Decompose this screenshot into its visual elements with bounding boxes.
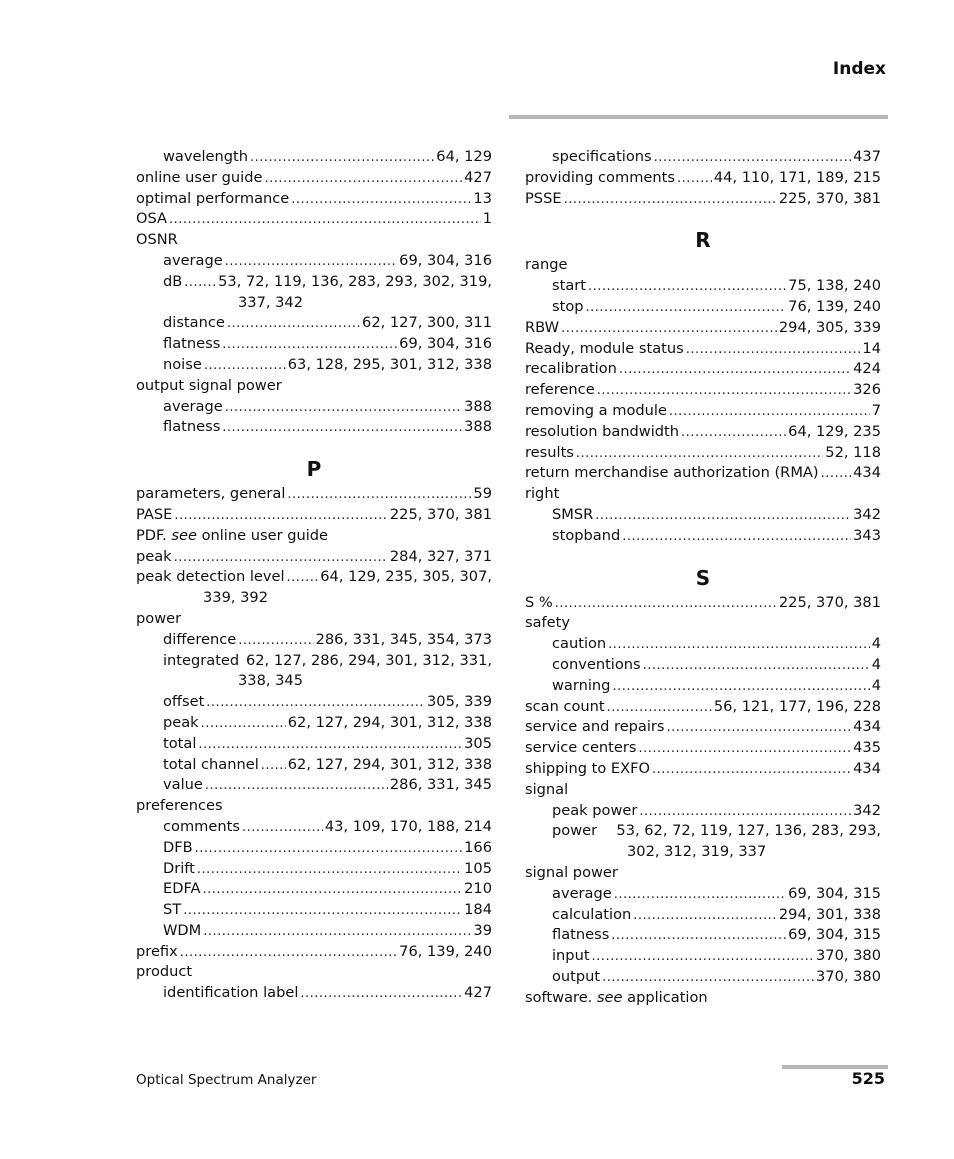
dot-leader [205, 776, 388, 797]
index-entry-term: total [163, 734, 197, 752]
index-entry-pages: 59 [473, 485, 492, 503]
index-entry-pages: 44, 110, 171, 189, 215 [713, 168, 881, 186]
index-subentry [136, 900, 492, 921]
index-entry [525, 738, 881, 759]
index-entry-pages: 434 [853, 759, 881, 777]
header-rule [509, 115, 888, 119]
dot-leader [287, 568, 319, 589]
index-subentry [136, 921, 492, 942]
index-entry-term: Ready, module status [525, 339, 684, 357]
index-column-right [525, 147, 881, 1008]
index-entry [525, 359, 881, 380]
index-entry-term: prefix [136, 942, 178, 960]
dot-leader [638, 739, 851, 760]
index-entry-continuation [136, 671, 492, 692]
index-entry [525, 697, 881, 718]
dot-leader [592, 947, 814, 968]
dot-leader [291, 190, 471, 211]
dot-leader [184, 273, 216, 294]
dot-leader [206, 693, 425, 714]
index-entry-term: S % [525, 593, 553, 611]
index-subentry [525, 925, 881, 946]
index-entry [525, 339, 881, 360]
index-entry [136, 609, 492, 630]
index-subentry [136, 755, 492, 776]
index-entry-term: ST [163, 901, 182, 919]
index-entry-pages: 337, 342 [238, 293, 303, 311]
index-entry-pages: 343 [853, 526, 881, 544]
index-entry-term: average [163, 397, 223, 415]
index-subentry [136, 272, 492, 293]
index-subentry [525, 276, 881, 297]
index-entry-pages: 302, 312, 319, 337 [627, 843, 767, 861]
index-see-target: online user guide [201, 526, 329, 544]
index-entry [525, 988, 881, 1009]
index-letter-heading: P [306, 457, 322, 482]
index-subentry [136, 859, 492, 880]
dot-leader [242, 818, 323, 839]
index-entry [136, 796, 492, 817]
index-entry-pages: 427 [464, 984, 492, 1002]
dot-leader [611, 926, 786, 947]
dot-leader [555, 594, 777, 615]
running-header-title: Index [832, 59, 886, 79]
index-subentry [136, 713, 492, 734]
index-entry-pages: 437 [853, 148, 881, 165]
index-subentry [525, 297, 881, 318]
index-entry-term: calculation [552, 905, 632, 923]
index-subentry [136, 355, 492, 376]
index-entry-pages: 286, 331, 345, 354, 373 [315, 630, 492, 648]
dot-leader [607, 698, 712, 719]
index-entry [136, 189, 492, 210]
index-entry [525, 189, 881, 210]
index-entry-term: DFB [163, 838, 193, 856]
index-entry-pages: 424 [853, 360, 881, 378]
index-entry-pages: 427 [464, 168, 492, 186]
index-entry-term: removing a module [525, 401, 667, 419]
dot-leader [198, 735, 462, 756]
dot-leader [633, 906, 777, 927]
dot-leader [287, 485, 471, 506]
index-entry-term: distance [163, 314, 225, 332]
index-subentry [136, 630, 492, 651]
index-entry-pages: 338, 345 [238, 672, 303, 690]
dot-leader [227, 314, 360, 335]
index-see-reference: see [171, 526, 197, 544]
index-entry-term: conventions [552, 655, 641, 673]
index-entry-term: preferences [136, 797, 223, 815]
index-entry-term: dB [163, 272, 183, 290]
index-entry-term: peak [163, 713, 199, 731]
index-entry-term: results [525, 443, 574, 461]
index-entry-term: noise [163, 355, 202, 373]
index-entry [525, 422, 881, 443]
dot-leader [612, 677, 869, 698]
index-entry-pages: 7 [871, 401, 881, 419]
index-entry [525, 443, 881, 464]
index-entry-term: difference [163, 630, 237, 648]
index-subentry [136, 651, 492, 672]
index-entry-term: shipping to EXFO [525, 759, 651, 777]
index-entry-term: online user guide [136, 168, 263, 186]
index-entry-pages: 166 [464, 838, 492, 856]
index-entry-pages: 388 [464, 418, 492, 436]
index-subentry [136, 775, 492, 796]
dot-leader [180, 943, 397, 964]
index-entry [136, 376, 492, 397]
index-entry-continuation [525, 842, 881, 863]
index-entry-term: OSA [136, 210, 168, 228]
index-entry-term: optimal performance [136, 189, 290, 207]
index-entry-pages: 62, 127, 286, 294, 301, 312, 331, [245, 651, 492, 669]
index-entry [136, 484, 492, 505]
index-entry-pages: 64, 129 [436, 148, 492, 165]
index-subentry [525, 821, 881, 842]
index-entry-pages: 43, 109, 170, 188, 214 [324, 817, 492, 835]
index-entry-term: WDM [163, 921, 202, 939]
dot-leader [238, 631, 313, 652]
index-entry-pages: 210 [464, 880, 492, 898]
index-entry-term: resolution bandwidth [525, 422, 680, 440]
index-entry-pages: 105 [464, 859, 492, 877]
index-entry-pages: 225, 370, 381 [778, 189, 881, 207]
dot-leader [576, 444, 823, 465]
dot-leader [667, 718, 852, 739]
index-entry-term: value [163, 776, 203, 794]
index-entry-term: peak [136, 547, 172, 565]
index-entry-pages: 286, 331, 345 [389, 776, 492, 794]
index-entry-pages: 64, 129, 235, 305, 307, [320, 568, 492, 586]
index-entry-term: total channel [163, 755, 259, 773]
index-entry-pages: 342 [853, 505, 881, 523]
index-entry-term: stop [552, 297, 584, 315]
dot-leader [203, 880, 463, 901]
index-entry-pages: 339, 392 [203, 589, 268, 607]
dot-leader [174, 548, 388, 569]
dot-leader [222, 335, 397, 356]
index-entry-term: offset [163, 693, 205, 711]
index-entry-term: EDFA [163, 880, 201, 898]
index-entry-pages: 342 [853, 801, 881, 819]
dot-leader [669, 402, 870, 423]
index-see-target: application [627, 988, 708, 1006]
index-entry-term: identification label [163, 984, 299, 1002]
index-entry-term: stopband [552, 526, 621, 544]
dot-leader [204, 356, 286, 377]
index-entry-term: output [552, 967, 601, 985]
index-entry-pages: 76, 139, 240 [399, 942, 492, 960]
index-entry-pages: 53, 72, 119, 136, 283, 293, 302, 319, [218, 272, 492, 290]
index-entry-pages: 1 [482, 210, 492, 228]
index-entry-term: input [552, 947, 590, 965]
index-entry-term: PDF. [136, 526, 167, 544]
index-see-reference: see [596, 988, 623, 1006]
page-number: 525 [851, 1069, 885, 1088]
dot-leader [821, 464, 852, 485]
index-entry-term: peak power [552, 801, 638, 819]
index-entry-term: signal power [525, 863, 618, 881]
dot-leader [174, 506, 388, 527]
index-subentry [525, 526, 881, 547]
index-entry [136, 505, 492, 526]
index-entry-term: flatness [163, 335, 221, 353]
index-entry-term: service centers [525, 739, 637, 757]
dot-leader [169, 210, 481, 231]
index-entry-term: signal [525, 780, 569, 798]
index-entry-pages: 14 [862, 339, 881, 357]
dot-leader [588, 277, 786, 298]
index-subentry [136, 313, 492, 334]
index-entry [525, 593, 881, 614]
index-subentry [525, 905, 881, 926]
dot-leader [608, 635, 870, 656]
index-entry [525, 780, 881, 801]
index-entry-pages: 305, 339 [427, 693, 492, 711]
dot-leader [225, 252, 397, 273]
index-entry-pages: 370, 380 [816, 947, 881, 965]
index-entry-pages: 370, 380 [816, 967, 881, 985]
index-entry-term: output signal power [136, 376, 282, 394]
index-subentry [525, 655, 881, 676]
index-column-left [136, 147, 492, 1004]
index-entry-pages: 13 [473, 189, 492, 207]
index-entry [136, 567, 492, 588]
dot-leader [300, 984, 462, 1005]
index-entry-pages: 75, 138, 240 [788, 277, 881, 295]
index-entry-term: warning [552, 676, 611, 694]
index-entry-pages: 69, 304, 315 [788, 926, 881, 944]
index-entry-pages: 64, 129, 235 [788, 422, 881, 440]
index-entry-pages: 4 [871, 635, 881, 653]
index-entry-pages: 225, 370, 381 [778, 593, 881, 611]
index-entry-term: scan count [525, 697, 605, 715]
index-entry-term: PASE [136, 505, 173, 523]
dot-leader [681, 423, 786, 444]
dot-leader [250, 148, 434, 169]
index-entry-term: reference [525, 381, 595, 399]
dot-leader [561, 319, 777, 340]
index-entry-term: right [525, 485, 560, 503]
index-subentry [136, 147, 492, 168]
index-entry [136, 526, 492, 547]
index-entry-continuation [136, 588, 492, 609]
dot-leader [595, 506, 851, 527]
index-entry-pages: 225, 370, 381 [389, 505, 492, 523]
dot-leader [201, 714, 286, 735]
index-entry-pages: 39 [473, 921, 492, 939]
index-entry-term: caution [552, 635, 607, 653]
index-entry [136, 962, 492, 983]
index-entry-term: service and repairs [525, 718, 665, 736]
index-entry-pages: 69, 304, 315 [788, 884, 881, 902]
index-subentry [136, 397, 492, 418]
index-entry [525, 463, 881, 484]
index-entry-term: PSSE [525, 189, 562, 207]
dot-leader [225, 398, 462, 419]
index-entry-pages: 63, 128, 295, 301, 312, 338 [287, 355, 492, 373]
index-entry-term: comments [163, 817, 240, 835]
index-entry-pages: 294, 305, 339 [778, 318, 881, 336]
index-entry-pages: 76, 139, 240 [788, 297, 881, 315]
index-entry-term: recalibration [525, 360, 617, 378]
index-entry [525, 717, 881, 738]
dot-leader [195, 839, 462, 860]
index-entry-term: wavelength [163, 148, 249, 165]
index-subentry [525, 676, 881, 697]
index-entry-term: RBW [525, 318, 560, 336]
index-entry-term: Drift [163, 859, 195, 877]
index-entry-term: flatness [552, 926, 610, 944]
index-entry-term: power [552, 822, 598, 840]
dot-leader [654, 148, 851, 169]
index-subentry [525, 634, 881, 655]
index-entry-term: providing comments [525, 168, 675, 186]
index-entry [136, 168, 492, 189]
index-entry [525, 401, 881, 422]
index-entry-term: power [136, 609, 182, 627]
index-letter-heading: S [695, 565, 711, 590]
index-entry [525, 484, 881, 505]
index-entry [525, 759, 881, 780]
index-entry-term: software. [525, 988, 593, 1006]
index-subentry [136, 251, 492, 272]
index-subentry [525, 147, 881, 168]
index-entry-pages: 4 [871, 655, 881, 673]
index-entry-term: integrated [163, 651, 240, 669]
index-entry-pages: 294, 301, 338 [778, 905, 881, 923]
index-entry-term: OSNR [136, 231, 178, 249]
index-entry [525, 863, 881, 884]
index-entry-pages: 434 [853, 718, 881, 736]
index-entry-pages: 284, 327, 371 [389, 547, 492, 565]
index-entry-pages: 388 [464, 397, 492, 415]
index-subentry [136, 692, 492, 713]
index-subentry [136, 734, 492, 755]
index-entry-term: peak detection level [136, 568, 285, 586]
index-entry-pages: 69, 304, 316 [399, 335, 492, 353]
index-entry-pages: 62, 127, 300, 311 [362, 314, 492, 332]
index-entry [525, 318, 881, 339]
index-subentry [136, 334, 492, 355]
index-entry-pages: 52, 118 [825, 443, 881, 461]
index-entry-term: range [525, 256, 568, 274]
index-entry-pages: 4 [871, 676, 881, 694]
index-subentry [525, 884, 881, 905]
index-entry-term: safety [525, 614, 571, 632]
dot-leader [264, 169, 462, 190]
dot-leader [614, 885, 786, 906]
dot-leader [602, 968, 814, 989]
dot-leader [564, 190, 777, 211]
dot-leader [643, 656, 870, 677]
dot-leader [677, 169, 712, 190]
index-subentry [525, 505, 881, 526]
index-entry-term: product [136, 963, 193, 981]
index-subentry [136, 879, 492, 900]
index-entry-pages: 69, 304, 316 [399, 251, 492, 269]
index-entry-pages: 434 [853, 464, 881, 482]
index-entry-pages: 62, 127, 294, 301, 312, 338 [287, 755, 492, 773]
index-entry [136, 547, 492, 568]
dot-leader [597, 381, 851, 402]
index-subentry [136, 983, 492, 1004]
index-entry [136, 209, 492, 230]
index-letter-heading: R [695, 228, 711, 253]
index-subentry [136, 838, 492, 859]
dot-leader [639, 802, 851, 823]
dot-leader [686, 340, 861, 361]
dot-leader [222, 418, 462, 439]
index-subentry [136, 417, 492, 438]
index-entry-term: average [552, 884, 612, 902]
dot-leader [183, 901, 462, 922]
index-subentry [525, 801, 881, 822]
dot-leader [622, 527, 851, 548]
dot-leader [203, 922, 471, 943]
index-entry-pages: 56, 121, 177, 196, 228 [713, 697, 881, 715]
index-entry-term: parameters, general [136, 485, 286, 503]
dot-leader [197, 860, 462, 881]
index-entry [525, 168, 881, 189]
index-subentry [525, 967, 881, 988]
dot-leader [619, 360, 851, 381]
index-entry-term: specifications [552, 148, 652, 165]
index-entry [525, 380, 881, 401]
index-subentry [525, 946, 881, 967]
index-entry [525, 255, 881, 276]
index-entry-term: SMSR [552, 505, 594, 523]
index-entry-pages: 326 [853, 381, 881, 399]
index-entry-pages: 53, 62, 72, 119, 127, 136, 283, 293, [616, 822, 881, 840]
dot-leader [261, 756, 286, 777]
dot-leader [586, 298, 787, 319]
index-entry [136, 230, 492, 251]
dot-leader [652, 760, 851, 781]
index-entry-pages: 305 [464, 734, 492, 752]
index-entry-pages: 435 [853, 739, 881, 757]
index-entry [136, 942, 492, 963]
index-entry [525, 613, 881, 634]
index-entry-term: start [552, 277, 586, 295]
index-entry-term: return merchandise authorization (RMA) [525, 464, 819, 482]
index-subentry [136, 817, 492, 838]
index-entry-pages: 184 [464, 901, 492, 919]
index-entry-term: average [163, 251, 223, 269]
index-entry-continuation [136, 293, 492, 314]
index-entry-pages: 62, 127, 294, 301, 312, 338 [287, 713, 492, 731]
footer-manual-title: Optical Spectrum Analyzer [136, 1072, 317, 1088]
index-entry-term: flatness [163, 418, 221, 436]
